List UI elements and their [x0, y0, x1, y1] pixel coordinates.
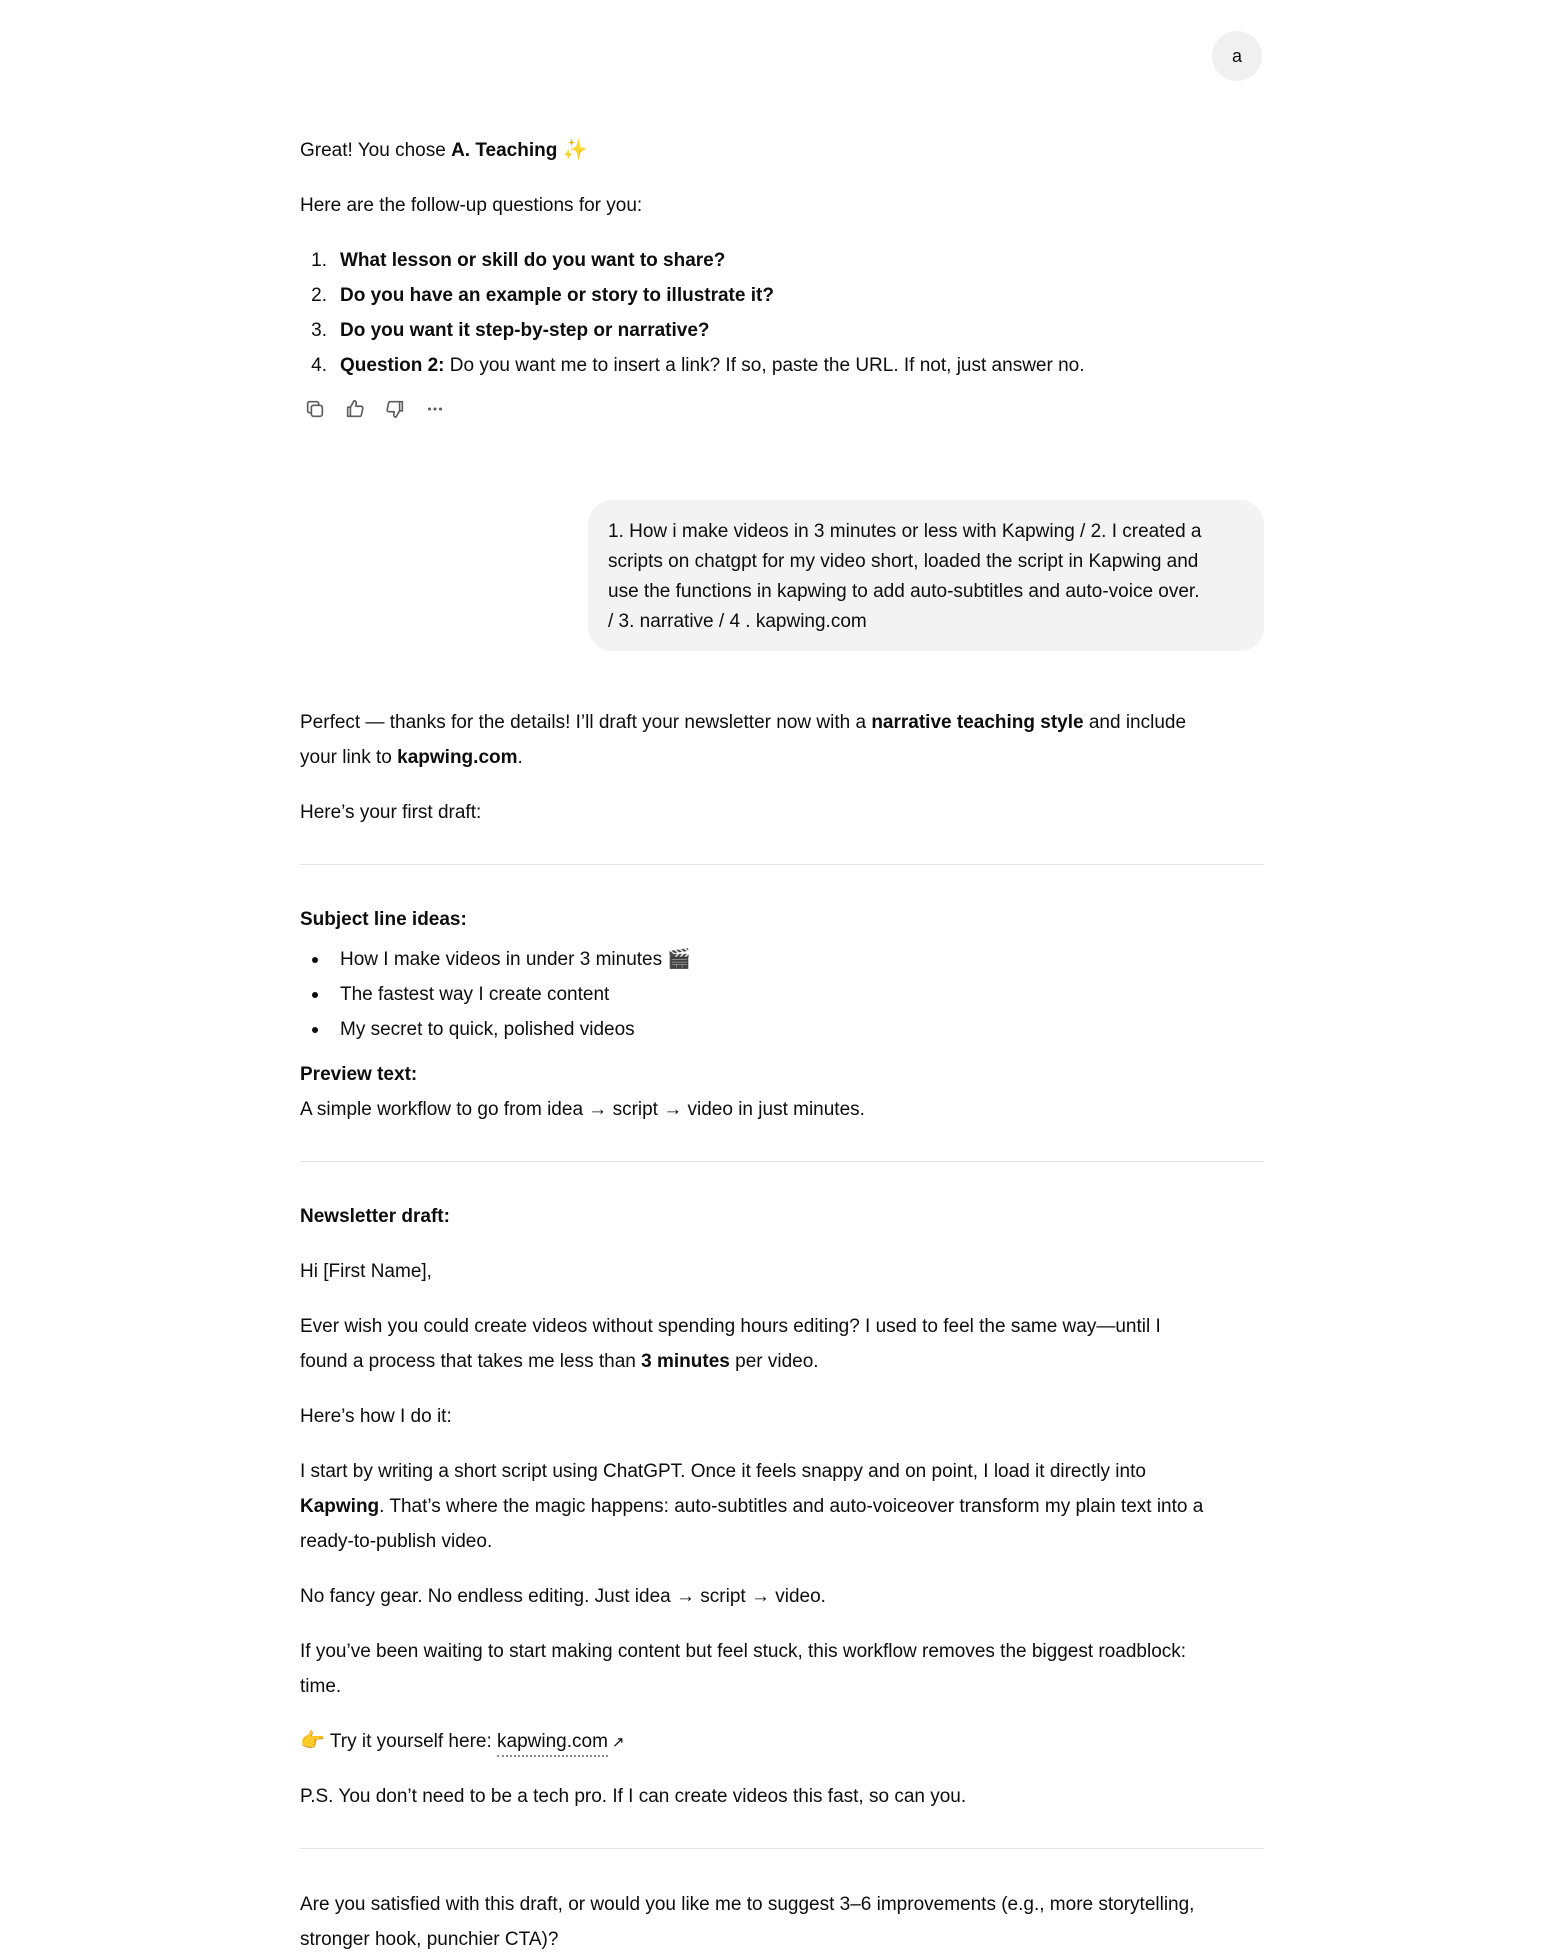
- draft-intro: Here’s your first draft:: [300, 802, 482, 823]
- more-actions-button[interactable]: [420, 394, 450, 424]
- divider: [300, 864, 1264, 865]
- thumbs-up-icon: [344, 398, 366, 420]
- assistant-intro: Great! You chose A. Teaching ✨: [300, 139, 588, 161]
- question-item: 1. What lesson or skill do you want to share?: [311, 250, 726, 271]
- response-line: Perfect — thanks for the details! I’ll draft your newsletter now with a narrative teaching style and include: [300, 712, 1187, 733]
- newsletter-line: time.: [300, 1676, 342, 1697]
- good-response-button[interactable]: [340, 394, 370, 424]
- newsletter-line: ready-to-publish video.: [300, 1531, 493, 1552]
- newsletter-line: Here’s how I do it:: [300, 1406, 452, 1427]
- bullet: [312, 1027, 318, 1033]
- conversation: Great! You chose A. Teaching ✨ Here are the follow-up questions for you: 1. What lesson or skill do you want to share? 2. Do you have an example or story to illustrate it? 3. Do you want it step-by-step or narrative? 4. Question 2: Do you want me to insert a link? If so, paste the URL. If not, just answer no. 1. How i make videos in 3 minutes or less with Kapwing / 2. I created a scripts on chatgpt for my video short, loaded the script in Kapwing and use the functions in kapwing to add auto-subtitles and auto-voice over. / 3. narrative / 4 . kapwing.com Perfect — thanks for the details! I’ll draft your newsletter now with a narrative teaching style and include your link to kapwing.com. Here’s your first draft: Subject line ideas: How I make videos in under 3 minutes 🎬 The fastest way I create content My secret to quick, polished videos Preview text: A simple workflow to go from idea → script → video in just minutes. Newsletter draft: Hi [First Name], Ever wish you could create videos without spending hours editing? I used to feel the same way—until I found a process that takes me less than 3 minutes per video. Here’s how I do it: I start by writing a short script using ChatGPT. Once it feels snappy and on point, I load it directly into Kapwing. That’s where the magic happens: auto-subtitles and auto-voiceover transform my plain text into a ready-to-publish video. No fancy gear. No endless editing. Just idea → script → video. If you’ve been waiting to start making content but feel stuck, this workflow removes the biggest roadblock: time. 👉 Try it yourself here: kapwing.com ↗ P.S. You don’t need to be a tech pro. If I can create videos this fast, so can you. Are you satisfied with this draft, or would you like me to suggest 3–6 improvements (e.g., more storytelling, stronger hook, punchier CTA)?: [300, 0, 1264, 1955]
- ps-line: P.S. You don’t need to be a tech pro. If I can create videos this fast, so can you.: [300, 1786, 967, 1807]
- newsletter-line: Kapwing. That’s where the magic happens: auto-subtitles and auto-voiceover transform my plain text into a: [300, 1496, 1204, 1517]
- greeting: Hi [First Name],: [300, 1261, 432, 1282]
- copy-button[interactable]: [300, 394, 330, 424]
- newsletter-line: found a process that takes me less than 3 minutes per video.: [300, 1351, 819, 1372]
- user-message-line: scripts on chatgpt for my video short, loaded the script in Kapwing and: [608, 551, 1199, 572]
- closing-line: Are you satisfied with this draft, or would you like me to suggest 3–6 improvements (e.g., more storytelling,: [300, 1894, 1195, 1915]
- more-icon: [424, 398, 446, 420]
- kapwing-link[interactable]: kapwing.com: [497, 1729, 608, 1757]
- message-actions: [300, 394, 450, 424]
- followup-text: Here are the follow-up questions for you:: [300, 195, 643, 216]
- bad-response-button[interactable]: [380, 394, 410, 424]
- preview-heading: Preview text:: [300, 1064, 418, 1085]
- cta-line: 👉 Try it yourself here: kapwing.com ↗: [300, 1724, 625, 1760]
- pointing-hand-icon: 👉: [300, 1730, 325, 1752]
- copy-icon: [304, 398, 326, 420]
- subject-heading: Subject line ideas:: [300, 909, 467, 930]
- bullet: [312, 957, 318, 963]
- question-item: 2. Do you have an example or story to illustrate it?: [311, 285, 774, 306]
- question-item: 3. Do you want it step-by-step or narrative?: [311, 320, 710, 341]
- preview-text: A simple workflow to go from idea → script → video in just minutes.: [300, 1099, 865, 1120]
- newsletter-heading: Newsletter draft:: [300, 1206, 450, 1227]
- closing-line: stronger hook, punchier CTA)?: [300, 1929, 559, 1950]
- external-link-icon: ↗: [611, 1734, 625, 1751]
- sparkles-icon: ✨: [562, 139, 588, 161]
- user-message-line: 1. How i make videos in 3 minutes or less with Kapwing / 2. I created a: [608, 521, 1202, 542]
- user-message-line: / 3. narrative / 4 . kapwing.com: [608, 611, 867, 632]
- response-line: your link to kapwing.com.: [300, 747, 523, 768]
- divider: [300, 1161, 1264, 1162]
- newsletter-line: Ever wish you could create videos without spending hours editing? I used to feel the same way—until I: [300, 1316, 1161, 1337]
- divider: [300, 1848, 1264, 1849]
- avatar-letter: a: [1231, 45, 1242, 66]
- thumbs-down-icon: [384, 398, 406, 420]
- question-item: 4. Question 2: Do you want me to insert a link? If so, paste the URL. If not, just answer no.: [311, 355, 1085, 376]
- newsletter-line: I start by writing a short script using ChatGPT. Once it feels snappy and on point, I load it directly into: [300, 1461, 1146, 1482]
- newsletter-line: If you’ve been waiting to start making content but feel stuck, this workflow removes the biggest roadblock:: [300, 1641, 1187, 1662]
- bullet: [312, 992, 318, 998]
- user-message-bubble: [588, 500, 1264, 651]
- user-message-line: use the functions in kapwing to add auto-subtitles and auto-voice over.: [608, 581, 1200, 602]
- newsletter-line: No fancy gear. No endless editing. Just idea → script → video.: [300, 1586, 826, 1607]
